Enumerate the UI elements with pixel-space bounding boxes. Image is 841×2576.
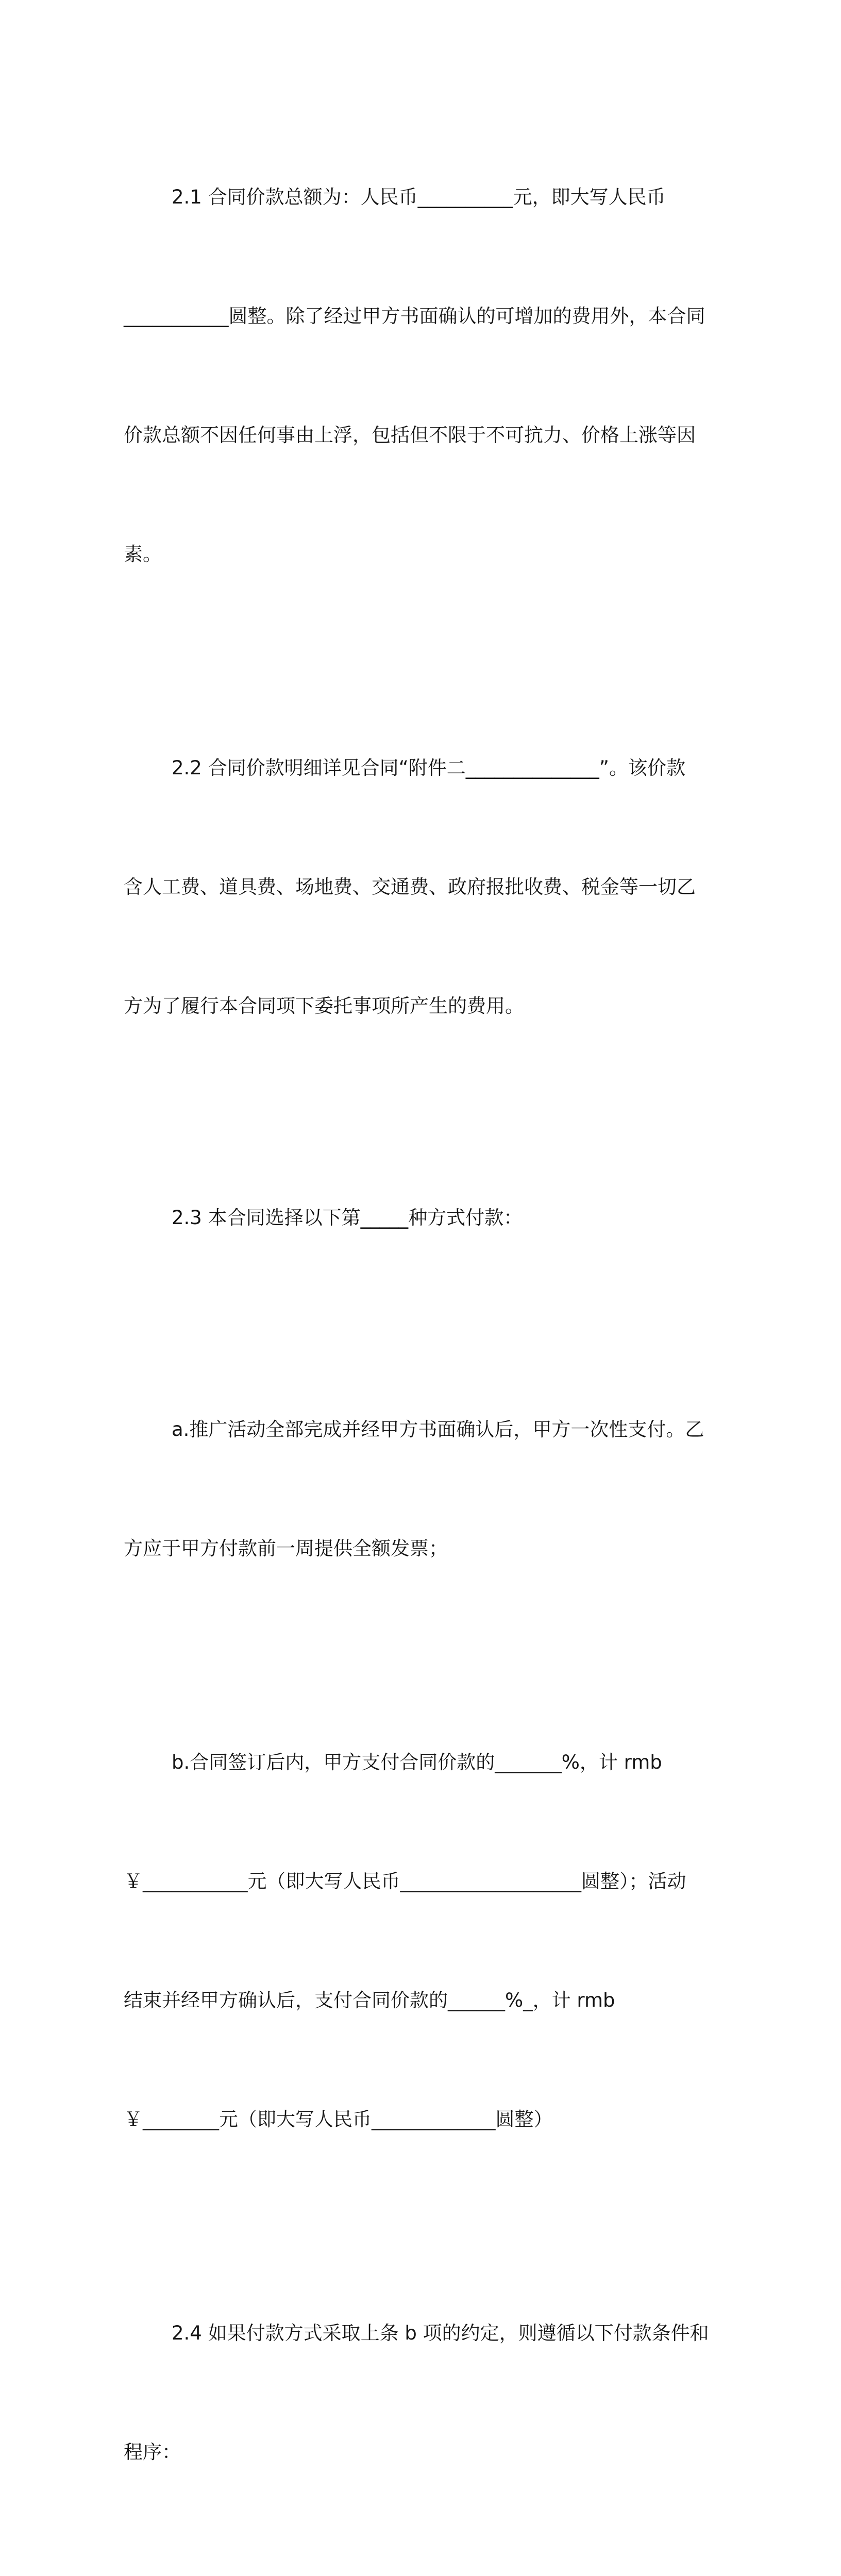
clause-2-1-line-1: 2.1 合同价款总额为：人民币__________元，即大写人民币 — [172, 186, 666, 208]
clause-2-4-line-2: 程序： — [124, 2441, 181, 2463]
payment-option-a — [124, 1330, 721, 1648]
payment-option-b-line-4: ￥________元（即大写人民币_____________圆整） — [124, 2108, 553, 2130]
clause-2-1-line-2: ___________圆整。除了经过甲方书面确认的可增加的费用外，本合同 — [124, 305, 705, 327]
payment-option-a-line-2: 方应于甲方付款前一周提供全额发票； — [124, 1537, 448, 1560]
clause-2-2 — [124, 669, 721, 1105]
payment-option-b — [124, 1663, 721, 2218]
clause-2-2-line-1: 2.2 合同价款明细详见合同“附件二______________”。该价款 — [172, 757, 685, 779]
payment-option-b-line-2: ￥___________元（即大写人民币___________________圆整）；活动 — [124, 1870, 686, 1892]
clause-2-4 — [124, 2234, 721, 2551]
payment-option-b-line-3: 结束并经甲方确认后，支付合同价款的______%_，计 rmb — [124, 1989, 615, 2011]
payment-option-a-line-1: a.推广活动全部完成并经甲方书面确认后，甲方一次性支付。乙 — [172, 1418, 704, 1440]
clause-2-1-line-4: 素。 — [124, 543, 162, 565]
clause-2-4-line-1: 2.4 如果付款方式采取上条 b 项的约定，则遵循以下付款条件和 — [172, 2322, 709, 2344]
clause-2-3 — [124, 1118, 721, 1317]
contract-payment-section — [124, 98, 721, 2576]
clause-2-1 — [124, 98, 721, 653]
payment-option-b-line-1: b.合同签订后内，甲方支付合同价款的_______%，计 rmb — [172, 1751, 662, 1773]
clause-2-3-line-1: 2.3 本合同选择以下第_____种方式付款： — [172, 1207, 523, 1229]
clause-2-2-line-3: 方为了履行本合同项下委托事项所产生的费用。 — [124, 995, 524, 1017]
clause-2-2-line-2: 含人工费、道具费、场地费、交通费、政府报批收费、税金等一切乙 — [124, 876, 696, 898]
clause-2-4-1 — [124, 2567, 721, 2576]
clause-2-1-line-3: 价款总额不因任何事由上浮，包括但不限于不可抗力、价格上涨等因 — [124, 424, 696, 446]
